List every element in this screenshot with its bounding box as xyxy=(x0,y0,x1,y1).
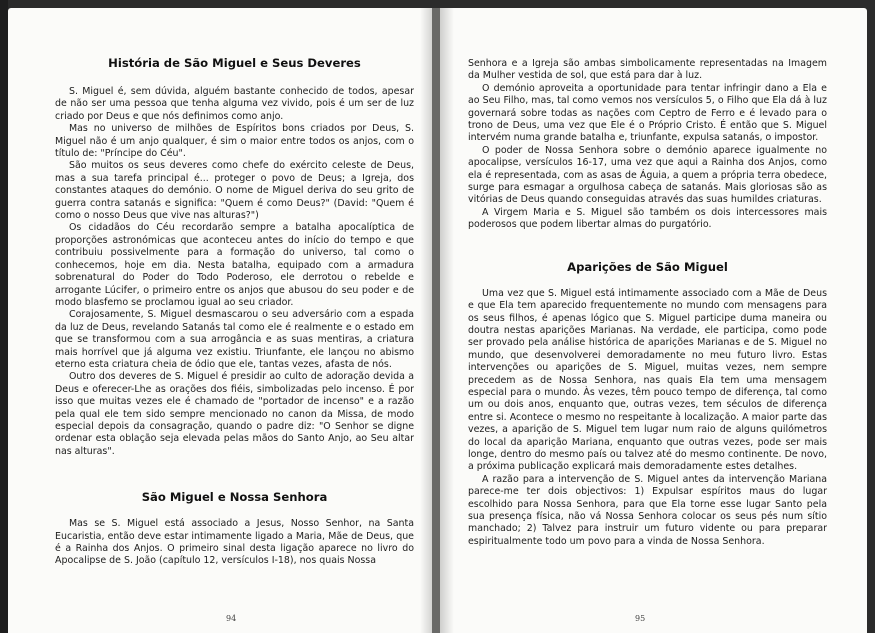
heading-historia: História de São Miguel e Seus Deveres xyxy=(108,56,361,70)
paragraph: O poder de Nossa Senhora sobre o demónio aparece igualmente no apocalipse, versículos 16-17, uma vez que aqui a Rainha dos Anjos, como ela é representada, com as asas de Águia, a quem a própria terra obedece, surge para esmagar a orgulhosa cabeça de satanás. Mais gloriosas são as vitórias de Deus quando conseguidas através das suas humildes criaturas. xyxy=(468,144,827,206)
paragraph: Senhora e a Igreja são ambas simbolicamente representadas na Imagem da Mulher vestida de sol, que está para dar à luz. xyxy=(468,58,827,82)
paragraph: Outro dos deveres de S. Miguel é presidir ao culto de adoração devida a Deus e oferecer-Lhe as orações dos fiéis, simbolizadas pelo incenso. É por isso que muitas vezes ele é chamado de "portador de incenso" e a razão pela qual ele tem sido sempre mencionado no canon da Missa, de modo especial depois da consagração, quando o padre diz: "O Senhor se digne ordenar esta oblação seja elevada pelas mãos do Santo Anjo, ao Seu altar nas alturas". xyxy=(55,371,414,457)
left-page xyxy=(8,8,434,633)
left-body-1 xyxy=(55,86,414,458)
gutter-shadow-right xyxy=(440,8,454,633)
paragraph: Mas se S. Miguel está associado a Jesus, Nosso Senhor, na Santa Eucaristia, então deve estar intimamente ligado a Maria, Mãe de Deus, que é a Rainha dos Anjos. O primeiro sinal desta ligação aparece no livro do Apocalipse de S. João (capítulo 12, versículos I-18), nos quais Nossa xyxy=(55,518,414,567)
page-number-right: 95 xyxy=(635,614,646,623)
right-body-1 xyxy=(468,58,827,232)
page-number-left: 94 xyxy=(226,614,237,623)
right-body-2 xyxy=(468,288,827,549)
paragraph: O demónio aproveita a oportunidade para tentar infringir dano a Ela e ao Seu Filho, mas, tal como vemos nos versículos 5, o Filho que Ela dá à luz governará sobre todas as nações com Ceptro de Ferro e é levado para o trono de Deus, uma vez que Ele é o Próprio Cristo. É então que S. Miguel intervém numa grande batalha e, triunfante, expulsa satanás, o impostor. xyxy=(468,82,827,144)
paragraph: A Virgem Maria e S. Miguel são também os dois intercessores mais poderosos que podem libertar almas do purgatório. xyxy=(468,206,827,231)
right-page xyxy=(440,8,867,633)
heading-sao-miguel-nossa-senhora: São Miguel e Nossa Senhora xyxy=(141,490,328,505)
paragraph: S. Miguel é, sem dúvida, alguém bastante conhecido de todos, apesar de não ser uma pessoa que tenha alguma vez vivido, pois é um ser de luz criado por Deus e que nós definimos como anjo. xyxy=(55,86,414,122)
paragraph: A razão para a intervenção de S. Miguel antes da intervenção Mariana parece-me ter dois objectivos: 1) Expulsar espíritos maus do lugar escolhido para Nossa Senhora, para que Ela torne esse lugar Santo pela sua presença física, não vá Nossa Senhora colocar os seus pés num sítio manchado; 2) Talvez para instruir um futuro vidente ou para preparar espiritualmente todo um povo para a vinda de Nossa Senhora. xyxy=(468,473,827,547)
paragraph: São muitos os seus deveres como chefe do exército celeste de Deus, mas a sua tarefa principal é... proteger o povo de Deus; a Igreja, dos constantes ataques do demónio. O nome de Miguel deriva do seu grito de guerra contra satanás e significa: "Quem é como Deus?" (David: "Quem é como o nosso Deus que vive nas alturas?") xyxy=(55,160,414,222)
paragraph: Os cidadãos do Céu recordarão sempre a batalha apocalíptica de proporções astronómicas que aconteceu antes do início do tempo e que contribuiu possivelmente para a formação do universo, tal como o conhecemos, hoje em dia. Nesta batalha, equipado com a armadura sobrenatural do Poder do Todo Poderoso, ele derrotou o rebelde e arrogante Lúcifer, o primeiro entre os anjos que abusou do seu poder e de modo blasfemo se proclamou igual ao seu criador. xyxy=(55,222,414,308)
heading-aparicoes: Aparições de São Miguel xyxy=(567,259,728,274)
paragraph: Mas no universo de milhões de Espíritos bons criados por Deus, S. Miguel não é um anjo qualquer, é sim o maior entre todos os anjos, com o título de: "Príncipe do Céu". xyxy=(55,123,414,160)
paragraph: Uma vez que S. Miguel está intimamente associado com a Mãe de Deus e que Ela tem aparecido frequentemente no mundo com mensagens para os seus filhos, é apenas lógico que S. Miguel participe duma maneira ou doutra nestas aparições Marianas. Na verdade, ele participa, como pode ser provado pela análise histórica de aparições Marianas e de S. Miguel no mundo, que desenvolverei demoradamente no meu futuro livro. Estas intervenções ou aparições de S. Miguel, muitas vezes, nem sempre precedem as de Nossa Senhora, nas quais Ela tem uma mensagem especial para o mundo. Às vezes, têm pouco tempo de diferença, tal como um ou dois anos, enquanto que, outras vezes, tem séculos de diferença entre si. Acontece o mesmo no respeitante à localização. A maior parte das vezes, a aparição de S. Miguel tem lugar num raio de alguns quilómetros do local da aparição Mariana, enquanto que outras vezes, pode ser mais longe, dentro do mesmo país ou talvez até do mesmo continente. De novo, a próxima publicação explicará mais demoradamente estes detalhes. xyxy=(468,287,827,473)
paragraph: Corajosamente, S. Miguel desmascarou o seu adversário com a espada da luz de Deus, revelando Satanás tal como ele é realmente e o estado em que se transformou com a sua arrogância e as suas mentiras, a criatura mais horrível que já alguma vez existiu. Triunfante, ele lançou no abismo eterno esta criatura cheia de ódio que ele, tantas vezes, afasta de nós. xyxy=(55,309,414,370)
left-body-2 xyxy=(55,518,414,568)
scan-edge-left xyxy=(0,0,8,633)
